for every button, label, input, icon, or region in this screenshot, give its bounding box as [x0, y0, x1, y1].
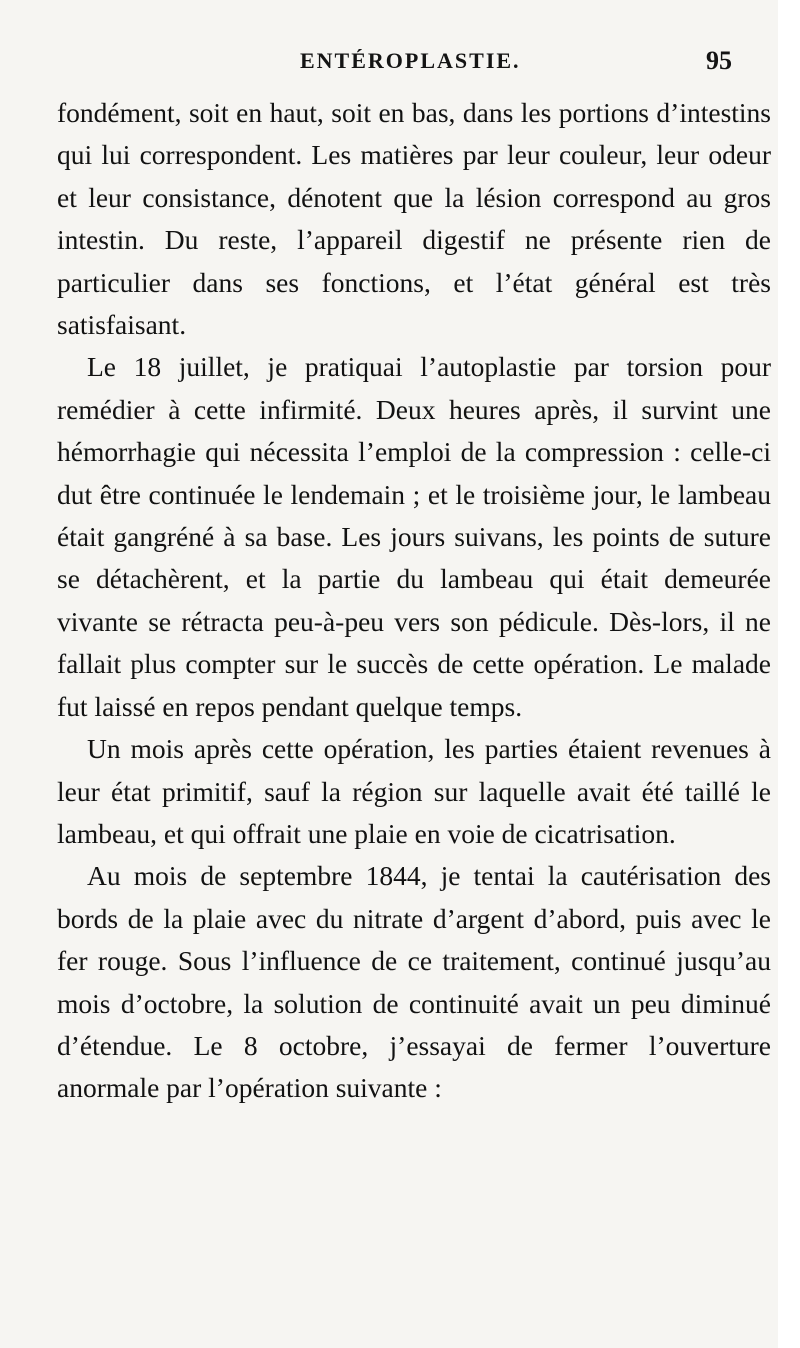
paragraph-continued: fondément, soit en haut, soit en bas, dans les portions d’intestins qui lui correspondent. Les matières par leur couleur, leur odeur et leur consistance, dénotent que la lésion correspond au gros intestin. Du reste, l’appareil digestif ne présente rien de particulier dans ses fonctions, et l’état général est très satisfaisant.	[57, 97, 771, 341]
page-header	[0, 46, 778, 76]
paragraph-18-juillet: Le 18 juillet, je pratiquai l’autoplastie par torsion pour remédier à cette infirmité. Deux heures après, il survint une hémorrhagie qui nécessita l’emploi de la compression : celle-ci dut être continuée le lendemain ; et le troisième jour, le lambeau était gangréné à sa base. Les jours suivans, les points de suture se détachèrent, et la partie du lambeau qui était demeurée vivante se rétracta peu-à-peu vers son pédicule. Dès-lors, il ne fallait plus compter sur le succès de cette opération. Le malade fut laissé en repos pendant quelque temps.	[57, 351, 771, 722]
paragraph-septembre-1844: Au mois de septembre 1844, je tentai la cautérisation des bords de la plaie avec du nitrate d’argent d’abord, puis avec le fer rouge. Sous l’influence de ce traitement, continué jusqu’au mois d’octobre, la solution de continuité avait un peu diminué d’étendue. Le 8 octobre, j’essayai de fermer l’ouverture anormale par l’opération suivante :	[57, 860, 771, 1104]
running-title: ENTÉROPLASTIE.	[300, 48, 521, 73]
page-body	[57, 92, 771, 1110]
paragraph-un-mois-apres: Un mois après cette opération, les parties étaient revenues à leur état primitif, sauf la région sur laquelle avait été taillé le lambeau, et qui offrait une plaie en voie de cicatrisation.	[57, 733, 771, 849]
page-edge	[778, 0, 800, 1348]
page-number: 95	[706, 46, 732, 75]
